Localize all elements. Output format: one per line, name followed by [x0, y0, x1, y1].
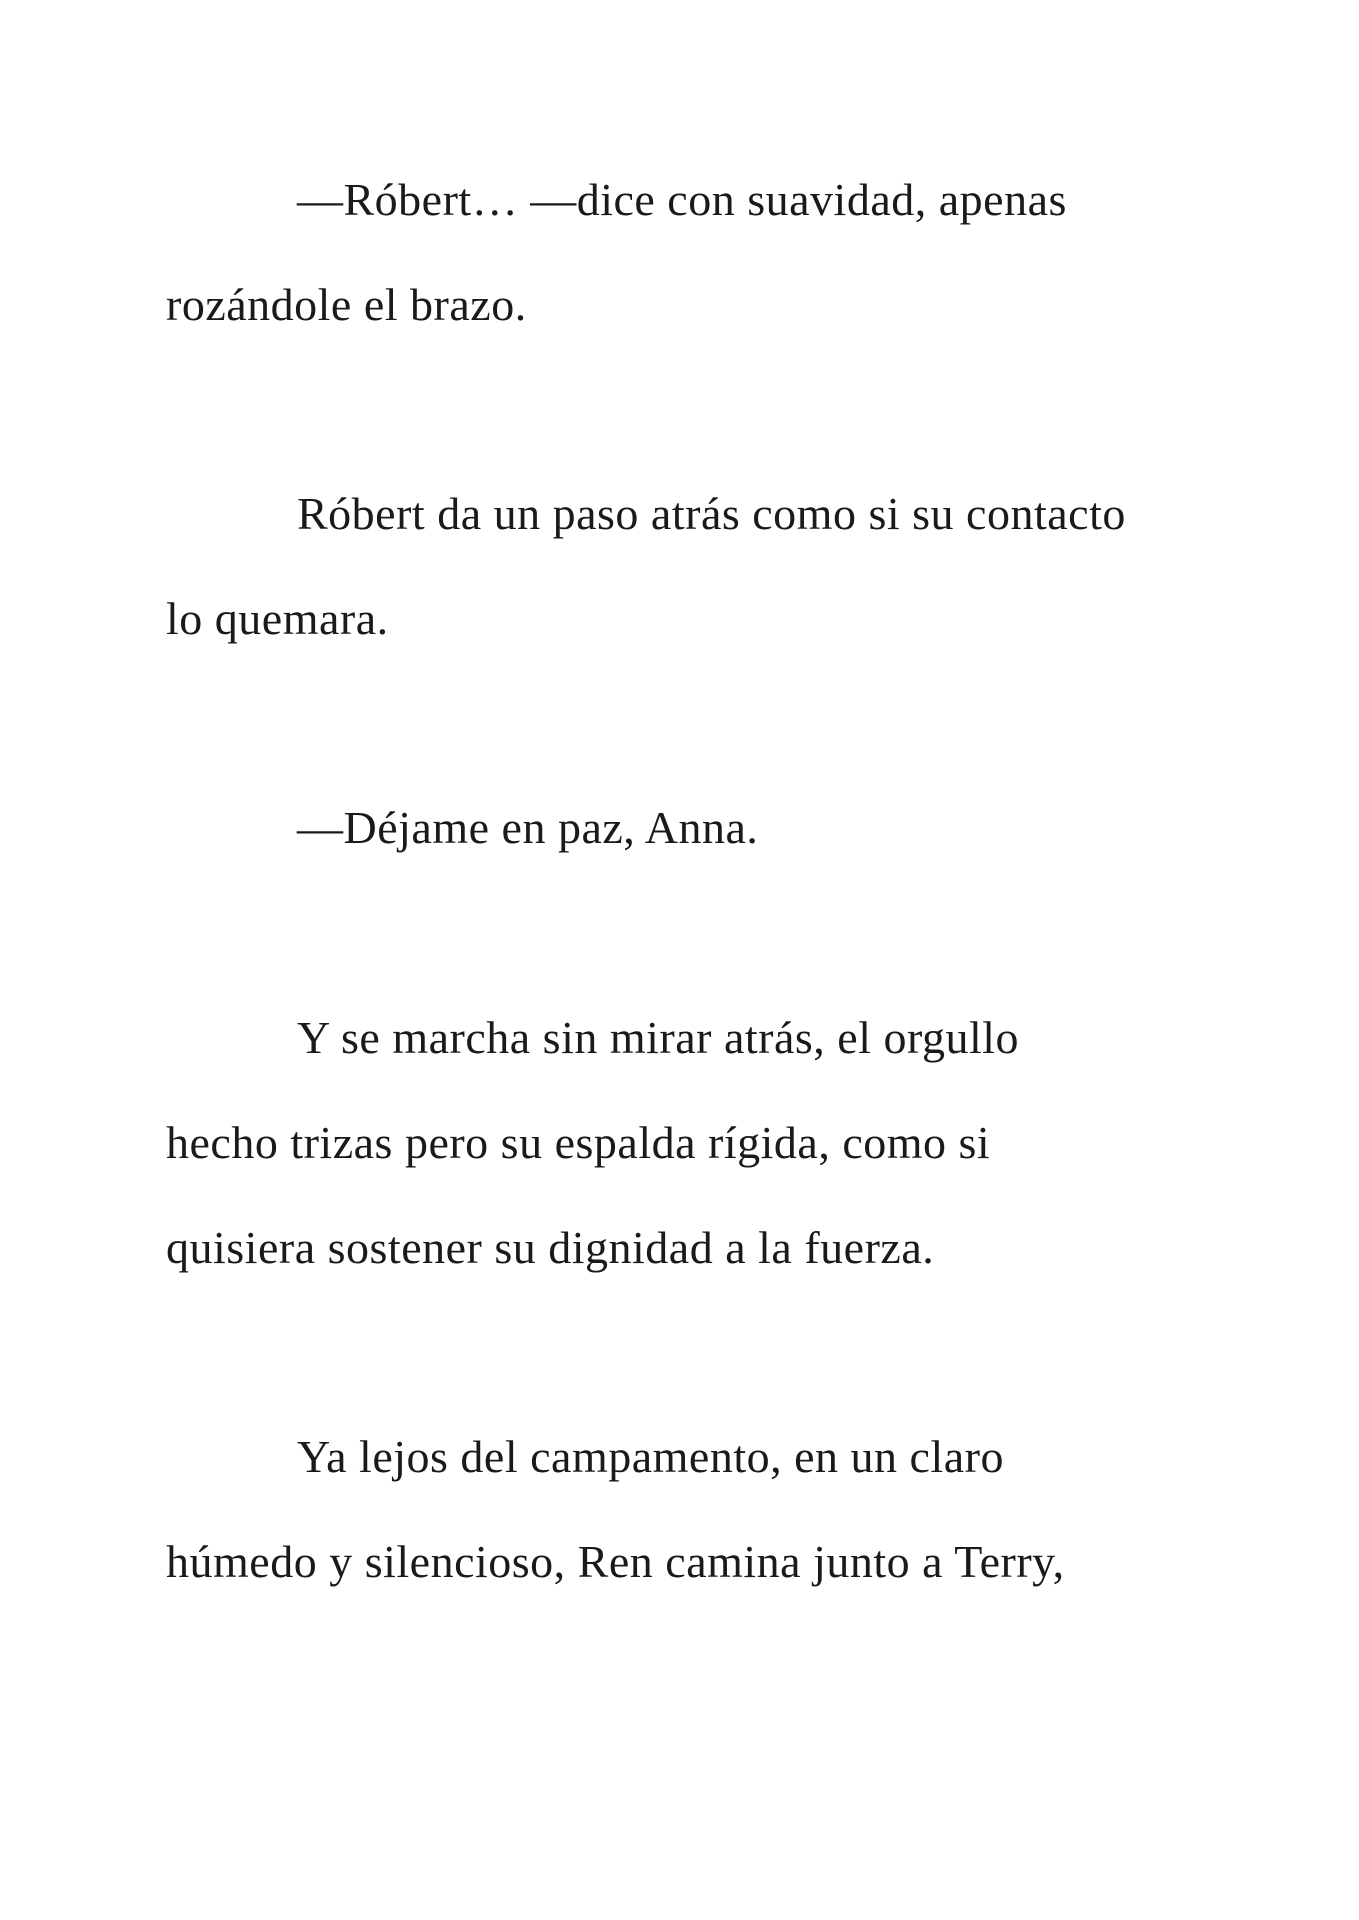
- paragraph-4-line-2: hecho trizas pero su espalda rígida, como si: [166, 1117, 991, 1168]
- paragraph-3-line-1: —Déjame en paz, Anna.: [297, 802, 759, 853]
- paragraph-2-line-2: lo quemara.: [166, 593, 389, 644]
- paragraph-1-line-2: rozándole el brazo.: [166, 279, 527, 330]
- paragraph-1-line-1: —Róbert… —dice con suavidad, apenas: [297, 174, 1067, 225]
- paragraph-2-line-1: Róbert da un paso atrás como si su contacto: [297, 488, 1126, 539]
- paragraph-5-line-1: Ya lejos del campamento, en un claro: [297, 1431, 1004, 1482]
- paragraph-4-line-3: quisiera sostener su dignidad a la fuerza.: [166, 1222, 935, 1273]
- paragraph-4-line-1: Y se marcha sin mirar atrás, el orgullo: [297, 1012, 1020, 1063]
- paragraph-5-line-2: húmedo y silencioso, Ren camina junto a Terry,: [166, 1536, 1065, 1587]
